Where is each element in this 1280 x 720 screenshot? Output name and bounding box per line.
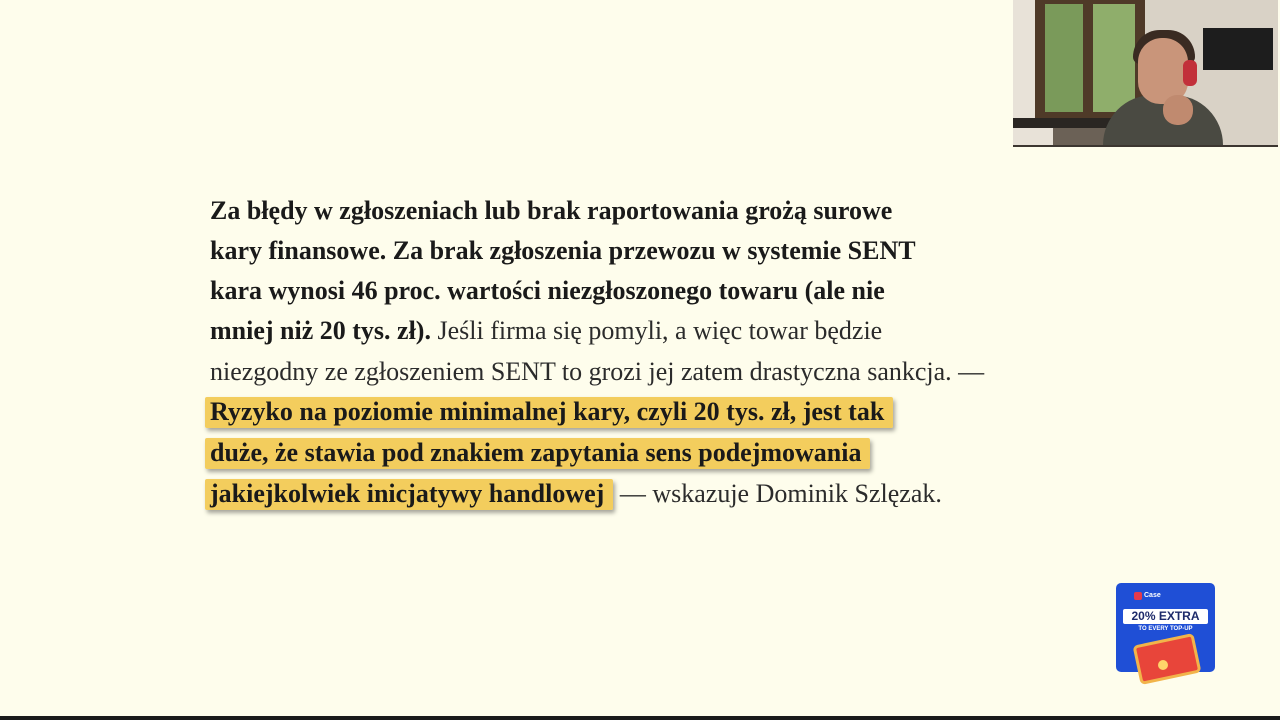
highlighted-quote-line bbox=[210, 433, 870, 473]
article-line bbox=[210, 311, 882, 351]
article-line: kary finansowe. Za brak zgłoszenia przewozu w systemie SENT bbox=[210, 236, 916, 265]
bold-fragment: mniej niż 20 tys. zł). bbox=[210, 316, 431, 345]
normal-fragment: Jeśli firma się pomyli, a więc towar będzie bbox=[430, 316, 883, 345]
promo-ad[interactable] bbox=[1116, 583, 1215, 672]
ad-subline: TO EVERY TOP-UP bbox=[1138, 626, 1193, 632]
highlighted-quote-line bbox=[210, 392, 893, 432]
ad-headline: 20% EXTRA bbox=[1123, 609, 1208, 624]
bottom-border bbox=[0, 716, 1280, 720]
article-line: Za błędy w zgłoszeniach lub brak raportowania grożą surowe bbox=[210, 196, 893, 225]
highlight-mark: duże, że stawia pod znakiem zapytania sens podejmowania bbox=[205, 438, 870, 469]
brand-logo-icon bbox=[1134, 592, 1142, 600]
webcam-overlay bbox=[1013, 0, 1278, 147]
case-icon bbox=[1133, 633, 1202, 685]
article-line: kara wynosi 46 proc. wartości niezgłoszonego towaru (ale nie bbox=[210, 276, 885, 305]
attribution: — wskazuje Dominik Szlęzak. bbox=[613, 479, 942, 508]
ad-brand: Case bbox=[1144, 592, 1161, 599]
highlighted-quote-line bbox=[210, 474, 942, 514]
headset-icon bbox=[1183, 60, 1197, 86]
article-line: niezgodny ze zgłoszeniem SENT to grozi jej zatem drastyczna sankcja. — bbox=[210, 357, 985, 386]
highlight-mark: jakiejkolwiek inicjatywy handlowej bbox=[205, 479, 613, 510]
highlight-mark: Ryzyko na poziomie minimalnej kary, czyli 20 tys. zł, jest tak bbox=[205, 397, 893, 428]
